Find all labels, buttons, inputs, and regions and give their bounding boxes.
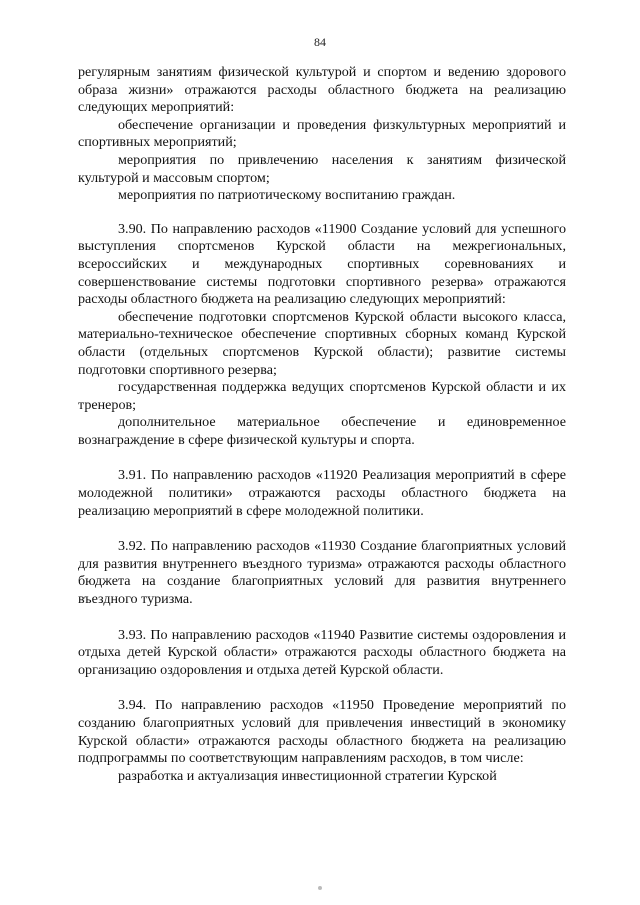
- list-item: мероприятия по патриотическому воспитанию граждан.: [118, 187, 456, 204]
- document-body: [78, 64, 566, 785]
- section-3-92: 3.92. По направлению расходов «11930 Создание благоприятных условий для развития внутреннего въездного туризма» отражаются расходы областного бюджета на создание благоприятных условий для развития внутреннего въездного туризма.: [78, 538, 566, 608]
- list-item: разработка и актуализация инвестиционной стратегии Курской: [118, 767, 497, 784]
- section-3-91: 3.91. По направлению расходов «11920 Реализация мероприятий в сфере молодежной политики» отражаются расходы областного бюджета на реализацию мероприятий в сфере молодежной политики.: [78, 467, 566, 519]
- paragraph-continuation: регулярным занятиям физической культурой и спортом и ведению здорового образа жизни» отражаются расходы областного бюджета на реализацию следующих мероприятий:: [78, 64, 566, 116]
- section-3-90: 3.90. По направлению расходов «11900 Создание условий для успешного выступления спортсменов Курской области на межрегиональных, всероссийских и международных спортивных соревнованиях и совершенствование системы подготовки спортивного резерва» отражаются расходы областного бюджета на реализацию следующих мероприятий:: [78, 220, 566, 308]
- section-3-94: 3.94. По направлению расходов «11950 Проведение мероприятий по созданию благоприятных условий для привлечения инвестиций в экономику Курской области» отражаются расходы областного бюджета на реализацию подпрограммы по соответствующим направлениям расходов, в том числе:: [78, 697, 566, 767]
- page-number: 84: [314, 35, 326, 49]
- list-item: мероприятия по привлечению населения к занятиям физической культурой и массовым спортом;: [78, 151, 566, 186]
- list-item: государственная поддержка ведущих спортсменов Курской области и их тренеров;: [78, 379, 566, 413]
- list-item: обеспечение подготовки спортсменов Курской области высокого класса, материально-техническое обеспечение спортивных сборных команд Курской области (отдельных спортсменов Курской области); развитие системы подготовки спортивного резерва;: [78, 308, 566, 378]
- list-item: дополнительное материальное обеспечение и единовременное вознаграждение в сфере физической культуры и спорта.: [78, 414, 566, 448]
- scan-dot: [318, 886, 322, 890]
- list-item: обеспечение организации и проведения физкультурных мероприятий и спортивных мероприятий;: [78, 116, 566, 151]
- section-3-93: 3.93. По направлению расходов «11940 Развитие системы оздоровления и отдыха детей Курской области» отражаются расходы областного бюджета на организацию оздоровления и отдыха детей Курской области.: [78, 626, 566, 678]
